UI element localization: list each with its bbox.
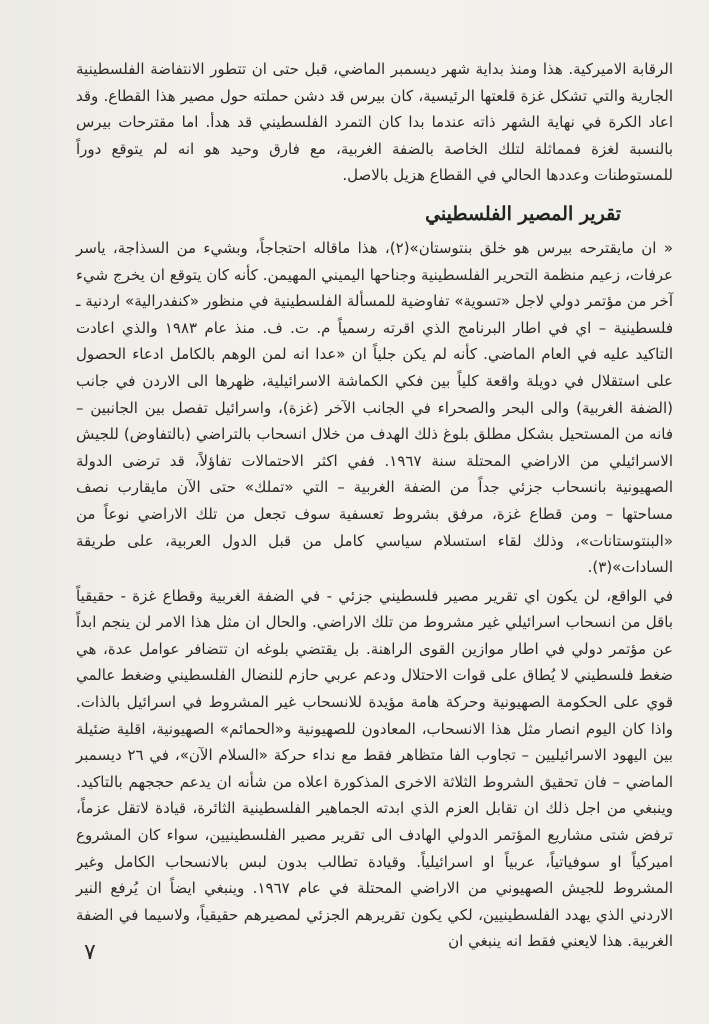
page-number: ٧ (84, 940, 96, 965)
body-paragraph-2: في الواقع، لن يكون اي تقرير مصير فلسطيني جزئي - في الضفة الغربية وقطاع غزة - حقيقياً باقل من انسحاب اسرائيلي غير مشروط من تلك الاراضي. والحال ان مثل هذا الامر لن ينجم ابداً عن مؤتمر دولي في اطار موازين القوى الراهنة. بل يقتضي بلوغه ان تتضافر عوامل عدة، هي ضغط فلسطيني لا يُطاق على قوات الاحتلال ودعم عربي حازم للنضال الفلسطيني وضغط عالمي قوي على الحكومة الصهيونية وحركة هامة مؤيدة للانسحاب غير المشروط في اسرائيل بالذات. واذا كان اليوم انصار مثل هذا الانسحاب، المعادون للصهيونية و«الحمائم» الصهيونية، اقلية ضئيلة بين اليهود الاسرائيليين – تجاوب الفا متظاهر فقط مع نداء حركة «السلام الآن»، في ٢٦ ديسمبر الماضي – فان تحقيق الشروط الثلاثة الاخرى المذكورة اعلاه من شأنه ان يدعم حججهم بالتاكيد. وينبغي من اجل ذلك ان تقابل العزم الذي ابدته الجماهير الفلسطينية الثائرة، قيادة لاتقل عزماً، ترفض شتى مشاريع المؤتمر الدولي الهادف الى تقرير مصير الفلسطينيين، سواء كان المشروع اميركياً او سوفياتياً، عربياً او اسرائيلياً. وقيادة تطالب بدون لبس بالانسحاب الكامل وغير المشروط للجيش الصهيوني من الاراضي المحتلة في عام ١٩٦٧. وينبغي ايضاً ان يُرفع النير الاردني الذي يهدد الفلسطينيين، لكي يكون تقريرهم الجزئي لمصيرهم حقيقياً، ولاسيما في الضفة الغربية. هذا لايعني فقط انه ينبغي ان (76, 586, 673, 951)
page-body (76, 56, 673, 955)
intro-paragraph: الرقابة الاميركية. هذا ومنذ بداية شهر ديسمبر الماضي، قبل حتى ان تتطور الانتفاضة الفلسطينية الجارية والتي تشكل غزة قلعتها الرئيسية، كان بيرس قد دشن حملته حول مصير هذا القطاع. وقد اعاد الكرة في نهاية الشهر ذاته عندما بدا كان التمرد الفلسطيني قد هدأ. اما مقترحات بيرس بالنسبة لغزة فمماثلة لتلك الخاصة بالضفة الغربية، مع فارق وحيد هو انه لم يتوقع دوراً للمستوطنات وعددها الحالي في القطاع هزيل بالاصل. (76, 60, 673, 185)
section-heading: تقرير المصير الفلسطيني (425, 202, 621, 225)
body-paragraph-1: « ان مايقترحه بيرس هو خلق بنتوستان»(٢)، هذا ماقاله احتجاجاً، وبشيء من السذاجة، ياسر عرفات، زعيم منظمة التحرير الفلسطينية وجناحها اليميني المهيمن. كأنه كان يتوقع ان يخرج شيء آخر من مؤتمر دولي لاجل «تسوية» تفاوضية للمسألة الفلسطينية في منظور «كنفدرالية» اردنية ـ فلسطينية – اي في اطار البرنامج الذي اقرته رسمياً م. ت. ف. منذ عام ١٩٨٣ والذي اعادت التاكيد عليه في العام الماضي. كأنه لم يكن جلياً ان «عدا انه لمن الوهم بالكامل ادعاء الحصول على استقلال في دويلة واقعة كلياً بين فكي الكماشة الاسرائيلية، ظهرها الى الاردن في جانب (الضفة الغربية) والى البحر والصحراء في الجانب الآخر (غزة)، واسرائيل تفصل بين الجانبين – فانه من المستحيل بشكل مطلق بلوغ ذلك الهدف من خلال انسحاب بالتراضي (بالتفاوض) للجيش الاسرائيلي من الاراضي المحتلة سنة ١٩٦٧. ففي اكثر الاحتمالات تفاؤلاً، قد ترضى الدولة الصهيونية بانسحاب جزئي جداً من الضفة الغربية – التي «تملك» حتى الآن مايقارب نصف مساحتها – ومن قطاع غزة، مرفق بشروط تعسفية سوف تجعل من تلك الاراضي نوعاً من «البنتوستانات»، وذلك لقاء استسلام سياسي كامل من قبل الدول العربية، على طريقة السادات»(٣). (76, 238, 674, 577)
